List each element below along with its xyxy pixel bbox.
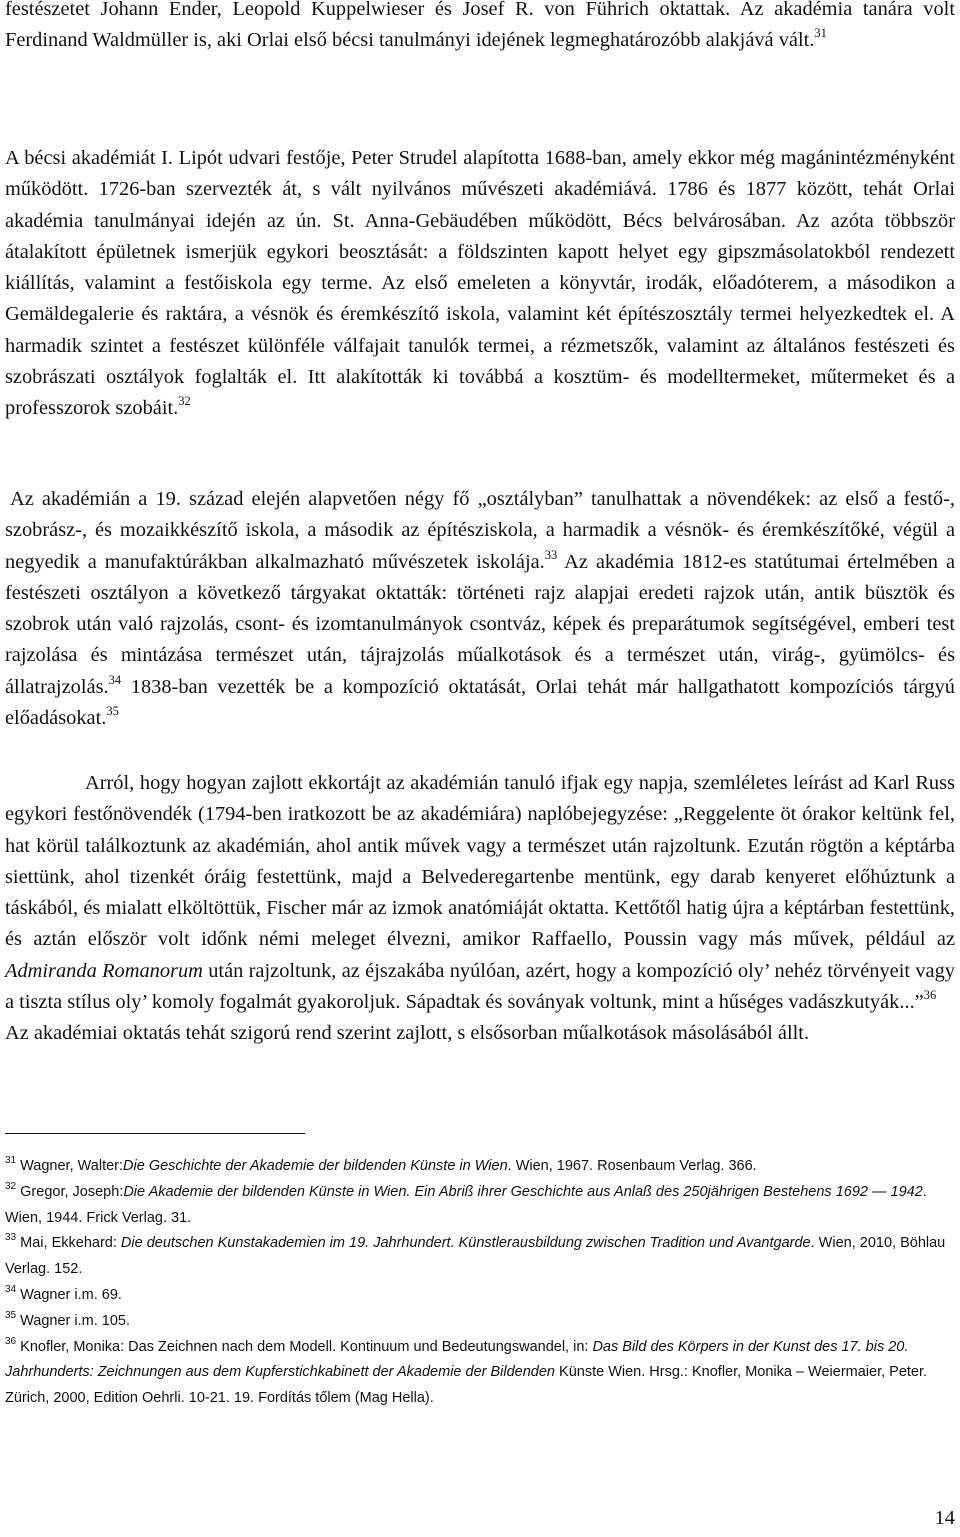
paragraph: A bécsi akadémiát I. Lipót udvari festője, Peter Strudel alapította 1688-ban, amely ekkor még magánintézményként működött. 1726-ban szervezték át, s vált nyilvános művészeti akadémiává. 1786 és 1877 között, tehát Orlai akadémia tanulmányai idején az ún. St. Anna-Gebäudében működött, Bécs belvárosában. Az azóta többször átalakított épületnek ismerjük egykori beosztását: a földszinten kapott helyet egy gipszmásolatokból rendezett kiállítás, valamint a festőiskola egy terme. Az első emeleten a könyvtár, irodák, előadóterem, a másodikon a Gemäldegalerie és raktára, a vésnök és éremkészítő iskola, valamint két építészosztály termei helyezkedtek el. A harmadik szintet a festészet különféle válfajait tanulók termei, a rézmetszők, valamint az általános festészeti és szobrászati osztályok foglalták el. Itt alakították ki továbbá a kosztüm- és modelltermeket, műtermeket és a professzorok szobáit.$^{32}$: [5, 147, 955, 420]
footnote-ref[interactable]: 34: [108, 672, 122, 687]
footnote: $^{33}$ Mai, Ekkehard: Die deutschen Kunstakademien im 19. Jahrhundert. Künstlerausbildung zwischen Tradition und Avantgarde. Wien, 2010, Böhlau Verlag. 152.: [5, 1232, 946, 1278]
paragraph: Arról, hogy hogyan zajlott ekkortájt az akadémián tanuló ifjak egy napja, szemléletes leírást ad Karl Russ egykori festőnövendék (1794-ben iratkozott be az akadémiára) naplóbejegyzése: „Reggelente öt órakor keltünk fel, hat körül találkoztunk az akadémián, ahol antik művek vagy a természet után rajzoltunk. Ezután rögtön a képtárba siettünk, ahol tizenkét óráig festettünk, majd a Belvederegartenbe mentünk, egy darab kenyeret előhúztunk a táskából, és mialatt elköltöttük, Fischer már az izmok anatómiáját oktatta. Kettőtől hatig újra a képtárban festettünk, és aztán először volt időnk némi meleget élvezni, amikor Raffaello, Poussin vagy más művek, például az Admiranda Romanorum után rajzoltunk, az éjszakába nyúlóan, azért, hogy a kompozíció oly’ nehéz törvényeit vagy a tiszta stílus oly’ komoly fogalmát gyakoroljuk. Sápadtak és soványak voltunk, mint a hűséges vadászkutyák...”$^{36}$ Az akadémiai oktatás tehát szigorú rend szerint zajlott, s elsősorban műalkotások másolásából állt.: [5, 772, 955, 1045]
footnote-ref[interactable]: 35: [106, 704, 119, 719]
footnote: $^{34}$ Wagner i.m. 69.: [5, 1283, 122, 1303]
footnotes: [5, 1154, 955, 1412]
italic-title: Admiranda Romanorum: [5, 959, 203, 982]
page-number: 14: [934, 1507, 955, 1529]
footnote: $^{36}$ Knofler, Monika: Das Zeichnen nach dem Modell. Kontinuum und Bedeutungswandel, in: Das Bild des Körpers in der Kunst des 17. bis 20. Jahrhunderts: Zeichnungen aus dem Kupferstichkabinett der Akademie der Bildenden Künste Wien. Hrsg.: Knofler, Monika – Weiermaier, Peter. Zürich, 2000, Edition Oehrli. 10-21. 19. Fordítás tőlem (Mag Hella).: [5, 1335, 928, 1407]
paragraph: festészetet Johann Ender, Leopold Kuppelwieser és Josef R. von Führich oktattak. Az akadémia tanára volt Ferdinand Waldmüller is, aki Orlai első bécsi tanulmányi idejének legmeghatározóbb alakjává vált.$^{31}$: [5, 0, 955, 52]
footnote: $^{31}$ Wagner, Walter:Die Geschichte der Akademie der bildenden Künste in Wien. Wien, 1967. Rosenbaum Verlag. 366.: [5, 1155, 757, 1174]
footnote-separator: [5, 1133, 305, 1134]
paragraph: Az akadémián a 19. század elején alapvetően négy fő „osztályban” tanulhattak a növendékek: az első a festő-, szobrász-, és mozaikkészítő iskola, a második az építésziskola, a harmadik a vésnök- és éremkészítőké, végül a negyedik a manufaktúrákban alkalmazható művészetek iskolája.$^{33}$ Az akadémia 1812-es statútumai értelmében a festészeti osztályon a következő tárgyakat oktatták: történeti rajz alapjai eredeti rajzok után, antik büsztök és szobrok után való rajzolás, csont- és izomtanulmányok csontváz, képek és preparátumok segítségével, emberi test rajzolása és mintázása természet után, tájrajzolás műalkotások és a természet után, virág-, gyümölcs- és állatrajzolás.$^{34}$ 1838-ban vezették be a kompozíció oktatását, Orlai tehát már hallgathatott kompozíciós tárgyú előadásokat.$^{35}$: [5, 488, 955, 730]
footnote-ref[interactable]: 31: [814, 26, 827, 41]
footnote-ref[interactable]: 32: [178, 394, 191, 409]
footnote: $^{32}$ Gregor, Joseph:Die Akademie der bildenden Künste in Wien. Ein Abriß ihrer Geschichte aus Anlaß des 250jährigen Bestehens 1692 — 1942. Wien, 1944. Frick Verlag. 31.: [5, 1180, 927, 1226]
footnote-ref[interactable]: 36: [923, 988, 937, 1003]
footnote: $^{35}$ Wagner i.m. 105.: [5, 1309, 131, 1329]
footnote-ref[interactable]: 33: [544, 547, 558, 562]
